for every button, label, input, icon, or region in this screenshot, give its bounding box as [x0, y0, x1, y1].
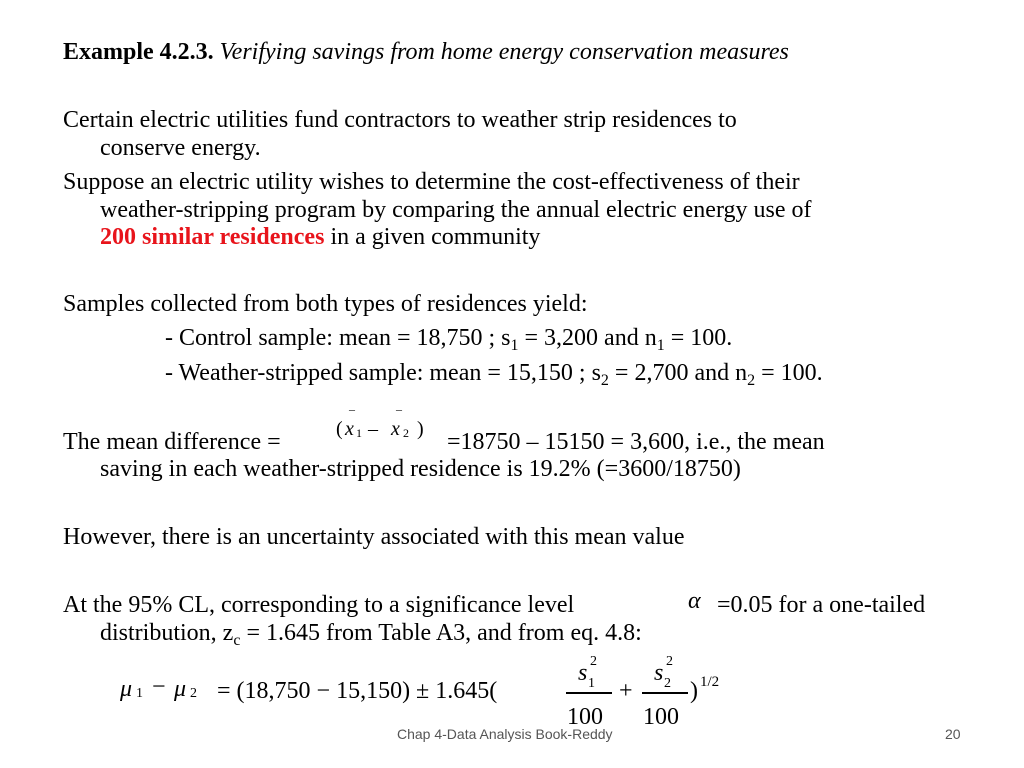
formula-x1: x	[345, 418, 354, 440]
cl-line2-text-a: distribution, z	[100, 620, 234, 646]
xbar1-bar: –	[349, 402, 355, 416]
samples-intro: Samples collected from both types of residences yield:	[63, 291, 588, 317]
weather-text-e: = 100.	[755, 360, 823, 386]
weather-sub-s: 2	[600, 372, 609, 389]
meandiff-rest: =18750 – 15150 = 3,600, i.e., the mean	[447, 429, 825, 455]
frac1-s: s	[578, 660, 588, 686]
example-subtitle: Verifying savings from home energy conservation measures	[219, 39, 789, 65]
para2-line1: Suppose an electric utility wishes to determine the cost-effectiveness of their	[63, 169, 800, 195]
control-text-c: = 3,200 and n	[518, 325, 657, 351]
cl-line2-text-b: = 1.645 from Table A3, and from eq. 4.8:	[240, 620, 642, 646]
meandiff-formula	[336, 402, 436, 446]
para2-line2: weather-stripping program by comparing the annual electric energy use of	[100, 197, 812, 223]
para1-line2: conserve energy.	[100, 135, 261, 161]
para2-line3	[100, 223, 540, 251]
equation-rhs: = (18,750 − 15,150) ± 1.645(	[217, 678, 498, 704]
control-sub-s: 1	[510, 337, 519, 354]
page-number: 20	[945, 726, 961, 742]
control-text-a: - Control sample: mean = 18,750 ; s	[165, 325, 511, 351]
weather-sample	[165, 359, 823, 387]
frac2-sub: 2	[664, 676, 671, 691]
frac2-s: s	[654, 660, 664, 686]
xbar2-bar: –	[396, 402, 402, 416]
alpha-symbol: α	[688, 588, 701, 614]
mu-minus: −	[152, 674, 166, 700]
formula-open-paren: (	[336, 418, 343, 440]
control-text-e: = 100.	[664, 325, 733, 351]
weather-sub-n: 2	[747, 372, 756, 389]
control-sub-n: 1	[656, 337, 665, 354]
footer-text: Chap 4-Data Analysis Book-Reddy	[397, 726, 613, 742]
meandiff-label: The mean difference =	[63, 429, 281, 455]
highlight-residences: 200 similar residences	[100, 224, 325, 250]
meandiff-line2: saving in each weather-stripped residence is 19.2% (=3600/18750)	[100, 456, 741, 482]
frac1-sub: 1	[588, 676, 595, 691]
cl-line1a: At the 95% CL, corresponding to a significance level	[63, 592, 575, 618]
cl-line2	[100, 619, 642, 647]
para2-rest: in a given community	[330, 224, 541, 250]
mu2: μ	[174, 676, 187, 702]
frac2-sq: 2	[666, 654, 673, 669]
formula-sub1: 1	[356, 426, 362, 440]
formula-minus: –	[368, 418, 378, 440]
cl-line2-sub: c	[233, 632, 241, 649]
frac1-bar	[566, 692, 612, 694]
weather-text-c: = 2,700 and n	[608, 360, 748, 386]
control-sample	[165, 324, 732, 352]
uncertainty-text: However, there is an uncertainty associated with this mean value	[63, 524, 685, 550]
equation-close: )	[690, 678, 698, 704]
mu1: μ	[120, 676, 133, 702]
mu1-sub: 1	[136, 686, 143, 701]
formula-close-paren: )	[417, 418, 424, 440]
weather-text-a: - Weather-stripped sample: mean = 15,150 ; s	[165, 360, 601, 386]
frac2-den: 100	[643, 704, 679, 730]
example-title	[63, 38, 789, 66]
frac1-den: 100	[567, 704, 603, 730]
equation-plus: +	[619, 678, 633, 704]
formula-x2: x	[391, 418, 400, 440]
frac1-sq: 2	[590, 654, 597, 669]
cl-line1b: =0.05 for a one-tailed	[717, 592, 926, 618]
frac2-bar	[642, 692, 688, 694]
equation-exponent: 1/2	[700, 674, 720, 690]
final-equation	[120, 650, 740, 734]
example-number: Example 4.2.3.	[63, 39, 214, 65]
formula-sub2: 2	[403, 426, 409, 440]
para1-line1: Certain electric utilities fund contractors to weather strip residences to	[63, 107, 737, 133]
mu2-sub: 2	[190, 686, 197, 701]
